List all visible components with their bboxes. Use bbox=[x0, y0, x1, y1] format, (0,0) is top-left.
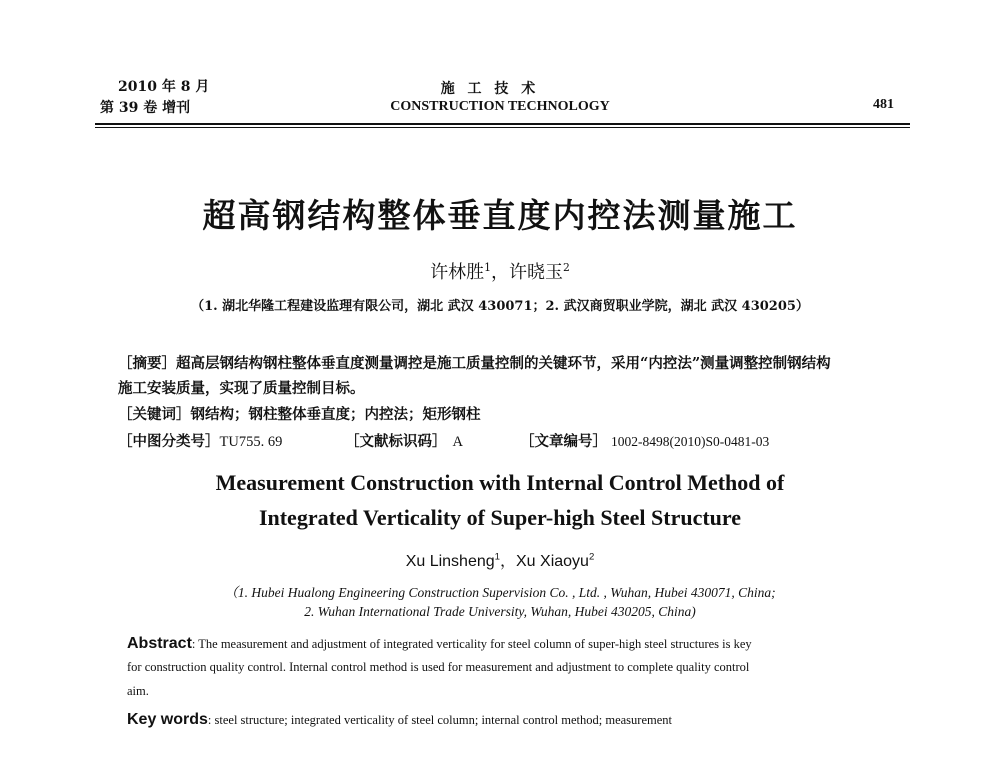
abstract-en-text1: : The measurement and adjustment of integrated verticality for steel column of super-high steel structures is key bbox=[191, 637, 752, 651]
author1-cn-affil-mark: 1 bbox=[484, 261, 491, 274]
clc-number bbox=[118, 430, 282, 451]
author2-en-affil-mark: 2 bbox=[588, 551, 595, 563]
abstract-en-line1 bbox=[127, 635, 752, 653]
author2-cn-affil-mark: 2 bbox=[563, 261, 570, 274]
authors-en bbox=[0, 548, 1000, 571]
author1-en-affil-mark: 1 bbox=[494, 551, 500, 563]
paper-title-cn: 超高钢结构整体垂直度内控法测量施工 bbox=[202, 196, 798, 235]
journal-name-cn: 施 工 技 术 bbox=[440, 81, 540, 97]
keywords-cn-label: ［关键词］ bbox=[118, 406, 191, 423]
keywords-cn bbox=[118, 403, 481, 424]
document-code-label: ［文献标识码］ bbox=[345, 433, 447, 450]
clc-value: TU755. 69 bbox=[219, 434, 283, 450]
keywords-cn-text: 钢结构；钢柱整体垂直度；内控法；矩形钢柱 bbox=[190, 406, 481, 423]
header-date: 2010 年 8 月 bbox=[118, 79, 210, 95]
article-number-label: ［文章编号］ bbox=[520, 433, 607, 450]
page-number: 481 bbox=[873, 97, 894, 112]
author2-en: ，Xu Xiaoyu bbox=[500, 553, 589, 570]
abstract-cn-line1 bbox=[118, 352, 831, 373]
affiliation-en-line2: 2. Wuhan International Trade University, Wuhan, Hubei 430205, China) bbox=[304, 604, 696, 619]
author2-cn: ，许晓玉 bbox=[491, 262, 563, 283]
journal-name-en: CONSTRUCTION TECHNOLOGY bbox=[390, 99, 610, 114]
article-number bbox=[520, 430, 769, 451]
author1-cn: 许林胜 bbox=[430, 262, 485, 283]
affiliation-en-line1: （1. Hubei Hualong Engineering Construction Supervision Co. , Ltd. , Wuhan, Hubei 430071, China; bbox=[224, 585, 776, 600]
clc-label: ［中图分类号］ bbox=[118, 433, 220, 450]
document-code-value: A bbox=[452, 434, 463, 450]
abstract-cn-line2: 施工安装质量，实现了质量控制目标。 bbox=[118, 380, 365, 397]
abstract-en-line2: for construction quality control. Internal control method is used for measurement and adjustment to complete quality control bbox=[127, 660, 750, 674]
paper-title-en-line1: Measurement Construction with Internal Control Method of bbox=[215, 470, 785, 495]
header-volume: 第 39 卷 增刊 bbox=[100, 100, 191, 116]
article-number-value: 1002-8498(2010)S0-0481-03 bbox=[611, 434, 770, 449]
document-code bbox=[345, 430, 463, 451]
author1-en: Xu Linsheng bbox=[405, 553, 495, 570]
header-rule-thin bbox=[95, 127, 910, 128]
abstract-cn-text1: 超高层钢结构钢柱整体垂直度测量调控是施工质量控制的关键环节，采用“内控法”测量调整控制钢结构 bbox=[176, 355, 831, 372]
abstract-en-label: Abstract bbox=[127, 635, 192, 652]
keywords-en bbox=[127, 711, 672, 729]
paper-title-en-line2: Integrated Verticality of Super-high Steel Structure bbox=[258, 505, 742, 530]
affiliation-cn: （1. 湖北华隆工程建设监理有限公司，湖北 武汉 430071；2. 武汉商贸职业学院，湖北 武汉 430205） bbox=[191, 299, 809, 314]
header-rule-thick bbox=[95, 123, 910, 125]
keywords-en-label: Key words bbox=[127, 711, 208, 728]
abstract-cn-label: ［摘要］ bbox=[118, 355, 176, 372]
keywords-en-text: : steel structure; integrated verticality of steel column; internal control method; measurement bbox=[207, 713, 673, 727]
abstract-en-line3: aim. bbox=[127, 684, 149, 698]
authors-cn bbox=[0, 258, 1000, 284]
